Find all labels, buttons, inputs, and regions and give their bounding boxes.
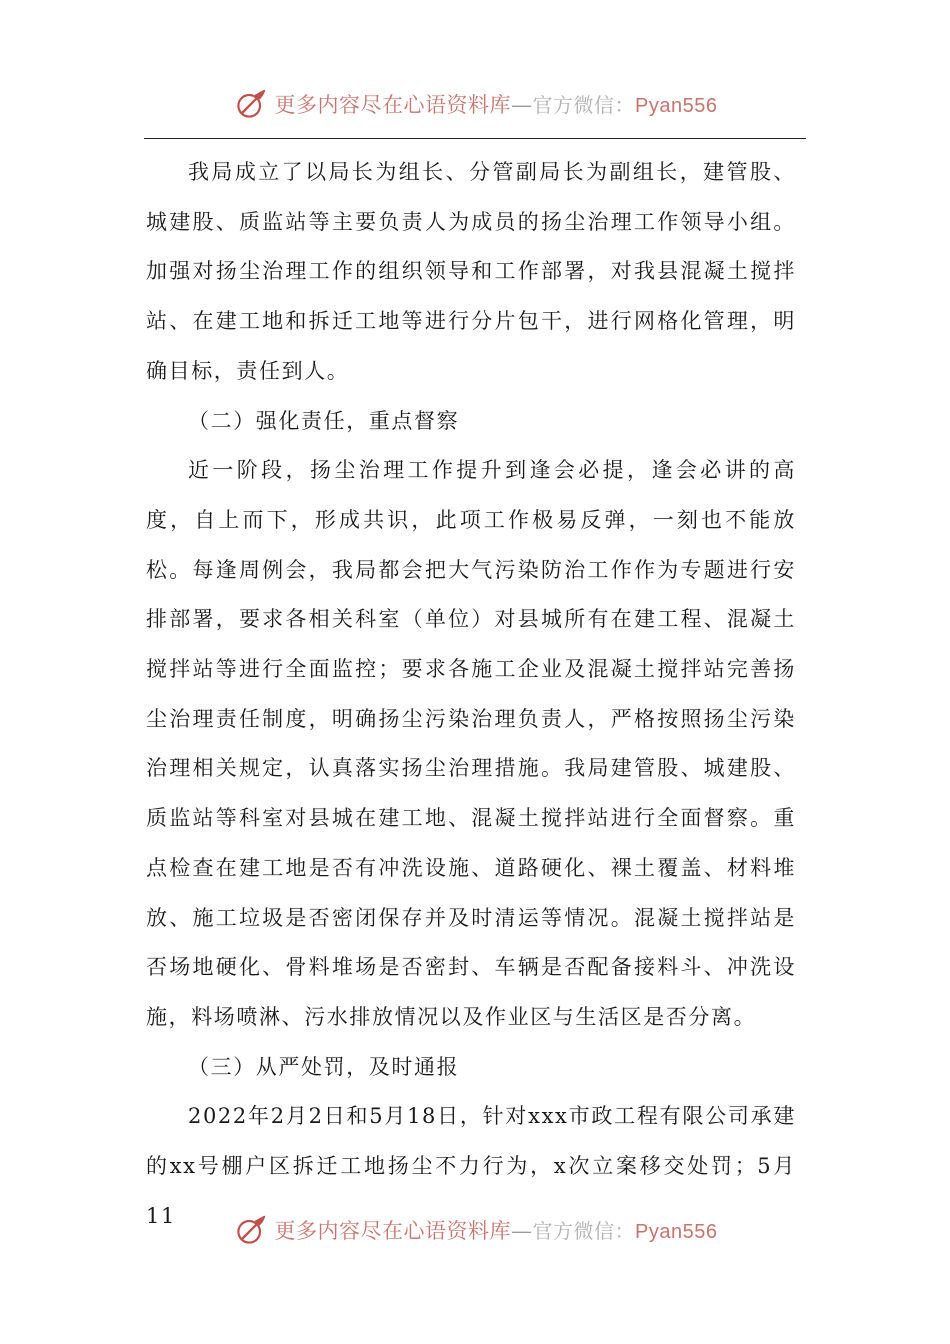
paragraph-2: 近一阶段，扬尘治理工作提升到逢会必提，逢会必讲的高度，自上而下，形成共识，此项工作极易反弹，一刻也不能放松。每逢周例会，我局都会把大气污染防治工作作为专题进行安排部署，要求各相关科室（单位）对县城所有在建工程、混凝土搅拌站等进行全面监控；要求各施工企业及混凝土搅拌站完善扬尘治理责任制度，明确扬尘污染治理负责人，严格按照扬尘污染治理相关规定，认真落实扬尘治理措施。我局建管股、城建股、质监站等科室对县城在建工地、混凝土搅拌站进行全面督察。重点检查在建工地是否有冲洗设施、道路硬化、裸土覆盖、材料堆放、施工垃圾是否密闭保存并及时清运等情况。混凝土搅拌站是否场地硬化、骨料堆场是否密封、车辆是否配备接料斗、冲洗设施，料场喷淋、污水排放情况以及作业区与生活区是否分离。 bbox=[146, 458, 796, 1029]
paragraph-3: 2022年2月2日和5月18日，针对xxx市政工程有限公司承建的xx号棚户区拆迁工地扬尘不力行为，x次立案移交处罚；5月11 bbox=[146, 1104, 796, 1228]
document-body bbox=[146, 148, 796, 1241]
footer-brand-dash: — bbox=[511, 1219, 533, 1243]
header-brand-dash: — bbox=[511, 93, 533, 117]
header-brand-main: 更多内容尽在心语资料库 bbox=[274, 93, 512, 117]
page-header bbox=[0, 82, 950, 126]
quill-logo-icon bbox=[233, 86, 269, 122]
header-brand bbox=[233, 86, 718, 122]
footer-wechat-id: Pyan556 bbox=[635, 1221, 718, 1243]
page-footer bbox=[0, 1208, 950, 1252]
paragraph-1: 我局成立了以局长为组长、分管副局长为副组长，建管股、城建股、质监站等主要负责人为成员的扬尘治理工作领导小组。加强对扬尘治理工作的组织领导和工作部署，对我县混凝土搅拌站、在建工地和拆迁工地等进行分片包干，进行网格化管理，明确目标，责任到人。 bbox=[146, 160, 796, 383]
section-heading-2: （二）强化责任，重点督察 bbox=[188, 408, 460, 433]
header-divider bbox=[144, 138, 806, 139]
header-brand-text bbox=[275, 89, 718, 119]
header-wechat-id: Pyan556 bbox=[635, 95, 718, 117]
footer-brand bbox=[233, 1212, 718, 1248]
header-wechat-label: 官方微信： bbox=[532, 93, 636, 117]
footer-brand-main: 更多内容尽在心语资料库 bbox=[274, 1219, 512, 1243]
footer-wechat-label: 官方微信： bbox=[532, 1219, 636, 1243]
section-heading-3: （三）从严处罚，及时通报 bbox=[188, 1054, 460, 1079]
footer-brand-text bbox=[275, 1215, 718, 1245]
quill-logo-icon bbox=[233, 1212, 269, 1248]
